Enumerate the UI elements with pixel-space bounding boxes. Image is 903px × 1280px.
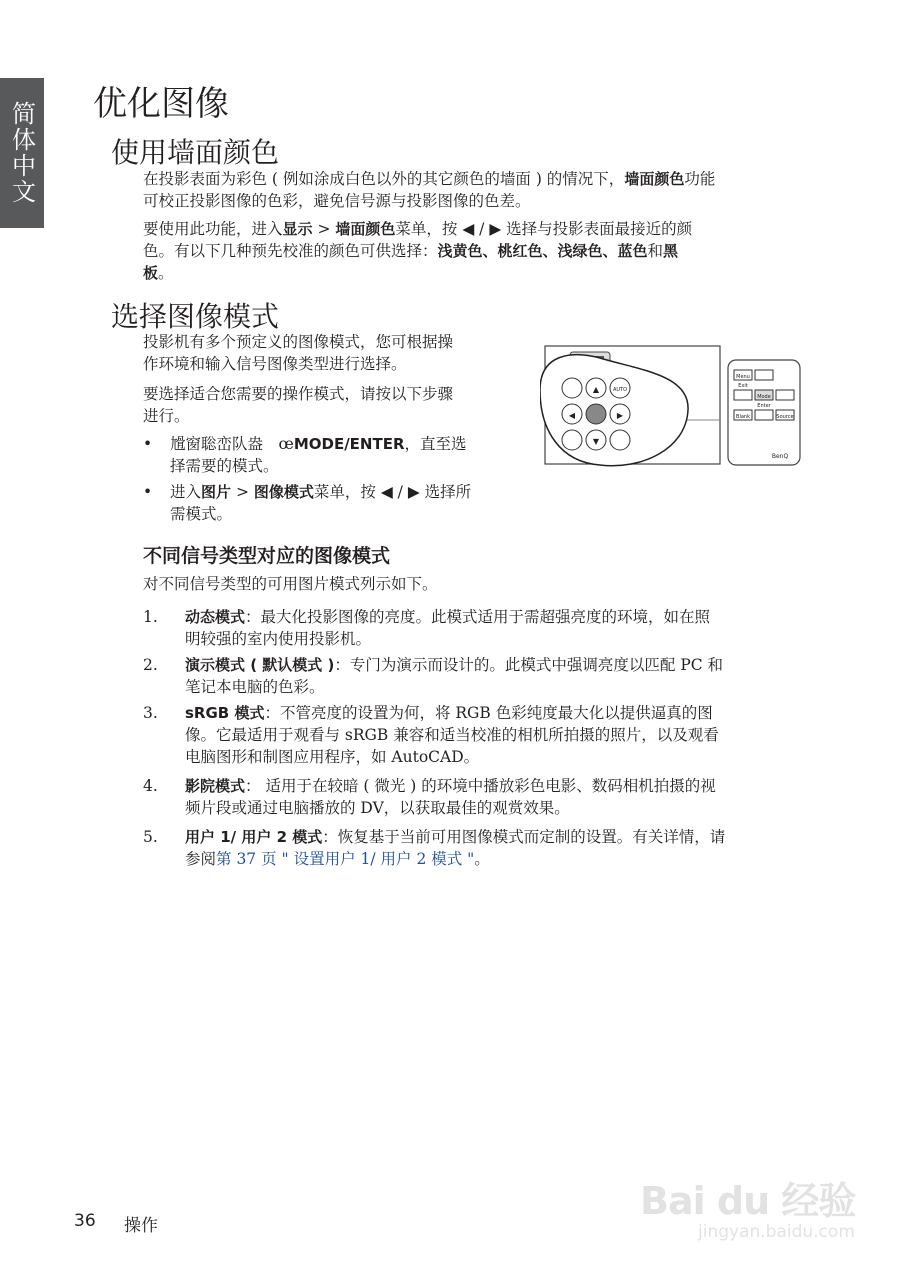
keypad-button <box>562 378 582 398</box>
menu-label: Menu <box>736 374 750 380</box>
remote-up-button <box>755 370 773 380</box>
language-side-tab <box>0 78 44 228</box>
section-name: 操作 <box>124 1216 158 1236</box>
down-arrow-icon: ▼ <box>592 437 600 446</box>
page-number: 36 <box>74 1211 96 1231</box>
side-tab-label: 简体中文 <box>7 101 36 205</box>
wall-color-para1: 在投影表面为彩色 ( 例如涂成白色以外的其它颜色的墙面 ) 的情况下，墙面颜色功能 可校正投影图像的色彩，避免信号源与投影图像的色差。 <box>143 170 716 210</box>
baidu-watermark <box>640 1160 880 1250</box>
left-arrow-icon: ◀ <box>568 411 576 420</box>
projector-illustration-svg <box>540 330 805 470</box>
picture-mode-steps-intro: 要选择适合您需要的操作模式，请按以下步骤 进行。 <box>143 385 454 425</box>
remote-down-button <box>755 410 773 420</box>
mode-label: Mode <box>757 394 771 400</box>
up-arrow-icon: ▲ <box>592 385 600 394</box>
keypad-mode-button <box>586 404 606 424</box>
list-number: 3. <box>143 704 158 722</box>
list-item: 4. 影院模式： 适用于在较暗 ( 微光 ) 的环境中播放彩色电影、数码相机拍摄的视 频片段或通过电脑播放的 DV，以获取最佳的观赏效果。 <box>143 777 716 817</box>
enter-label: Enter <box>757 403 771 409</box>
signal-modes-intro: 对不同信号类型的可用图片模式列示如下。 <box>143 575 438 593</box>
page-title: 优化图像 <box>93 84 229 124</box>
wall-color-para2: 要使用此功能，进入显示 > 墙面颜色菜单，按 ◀ / ▶ 选择与投影表面最接近的颜 色。有以下几种预先校准的颜色可供选择：浅黄色、桃红色、浅绿色、蓝色和黑 板。 <box>143 220 693 282</box>
exit-label: Exit <box>738 383 748 389</box>
remote-left-button <box>734 390 752 400</box>
picture-mode-intro: 投影机有多个预定义的图像模式，您可根据操 作环境和输入信号图像类型进行选择。 <box>143 333 454 373</box>
signal-modes-heading: 不同信号类型对应的图像模式 <box>143 545 391 567</box>
list-number: 4. <box>143 777 158 795</box>
bullet-dot: • <box>143 483 153 501</box>
list-number: 2. <box>143 656 158 674</box>
keypad-source-button <box>610 430 630 450</box>
keypad-blank-button <box>562 430 582 450</box>
list-item: 5. 用户 1/ 用户 2 模式：恢复基于当前可用图像模式而定制的设置。有关详情，请 参阅第 37 页 " 设置用户 1/ 用户 2 模式 "。 <box>143 828 726 868</box>
cross-reference-link[interactable]: 第 37 页 " 设置用户 1/ 用户 2 模式 " <box>216 850 475 868</box>
bullet-item: • 进入图片 > 图像模式菜单，按 ◀ / ▶ 选择所 需模式。 <box>143 483 472 523</box>
watermark-main: Bai du 经验 <box>640 1179 856 1223</box>
source-label: Source <box>776 414 794 420</box>
bullet-dot: • <box>143 435 153 453</box>
watermark-sub: jingyan.baidu.com <box>698 1222 855 1242</box>
right-arrow-icon: ▶ <box>616 411 624 420</box>
bullet-item: • 尳窗聡峦队盎 œMODE/ENTER，直至选 择需要的模式。 <box>143 435 467 475</box>
picture-mode-heading: 选择图像模式 <box>111 300 280 333</box>
brand-label: BenQ <box>771 453 789 460</box>
list-item: 3. sRGB 模式：不管亮度的设置为何，将 RGB 色彩纯度最大化以提供逼真的图 像。它最适用于观看与 sRGB 兼容和适当校准的相机所拍摄的照片，以及观看 电脑图形和制图应用程序，如 AutoCAD。 <box>143 704 719 766</box>
list-number: 1. <box>143 608 158 626</box>
projector-remote-illustration <box>540 330 805 470</box>
list-item: 1. 动态模式：最大化投影图像的亮度。此模式适用于需超强亮度的环境，如在照 明较强的室内使用投影机。 <box>143 608 711 648</box>
list-number: 5. <box>143 828 158 846</box>
blank-label: Blank <box>736 414 750 420</box>
remote-right-button <box>776 390 794 400</box>
auto-label: AUTO <box>612 387 628 393</box>
wall-color-heading: 使用墙面颜色 <box>111 136 280 169</box>
list-item: 2. 演示模式 ( 默认模式 )：专门为演示而设计的。此模式中强调亮度以匹配 PC 和 笔记本电脑的色彩。 <box>143 656 724 696</box>
